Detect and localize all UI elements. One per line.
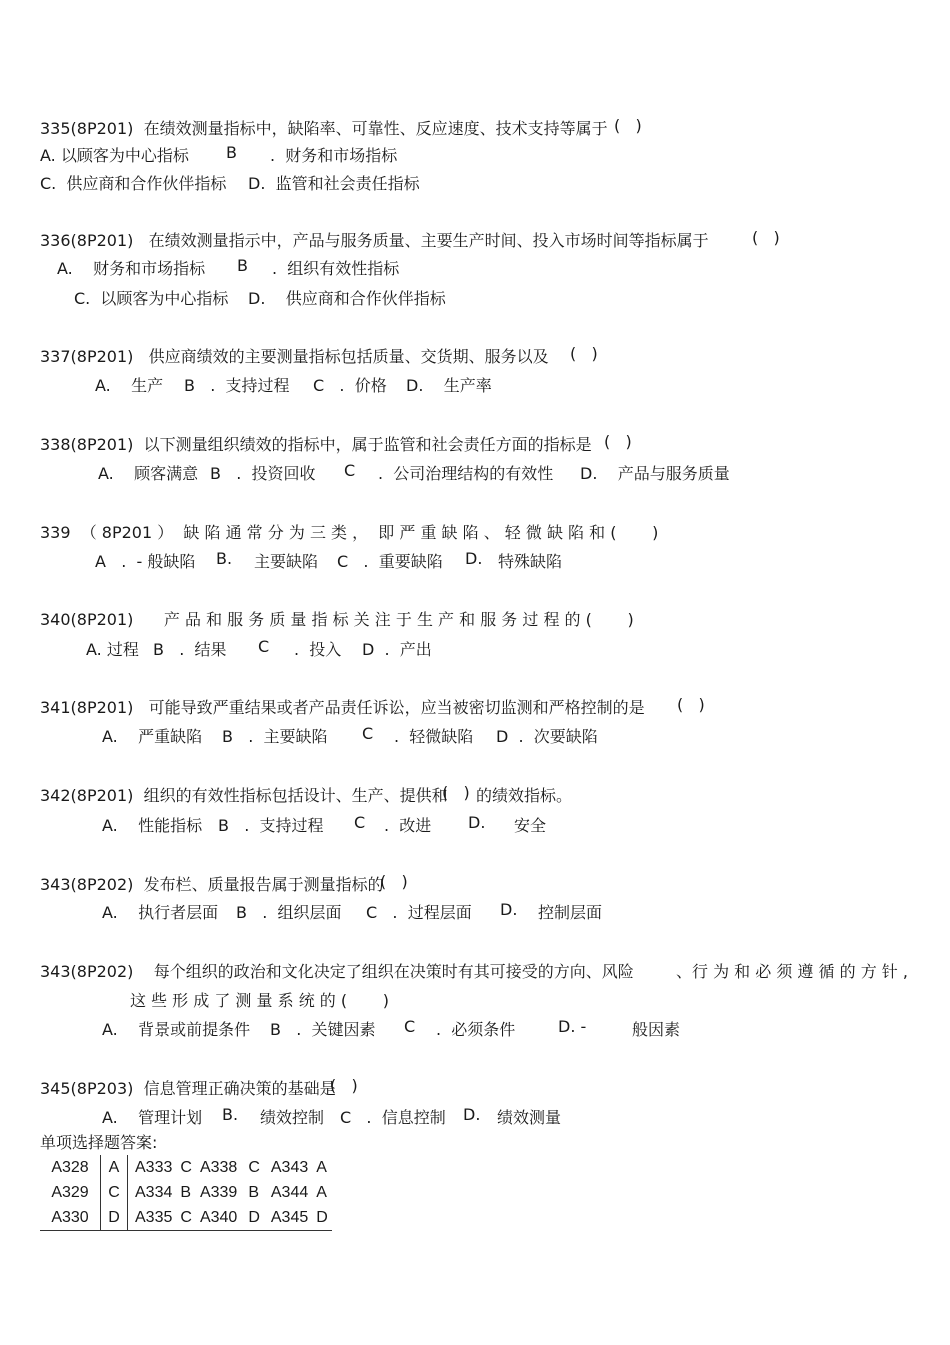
- question-stem: 335(8P201) 在绩效测量指标中，缺陷率、可靠性、反应速度、技术支持等属于: [40, 119, 608, 138]
- question-tail: 、行 为 和 必 须 遵 循 的 方 针 ,: [676, 962, 908, 981]
- option: D.: [500, 900, 518, 919]
- option: C: [362, 724, 374, 743]
- option: 安全: [514, 816, 547, 835]
- table-cell: A345: [264, 1205, 312, 1231]
- table-cell: B: [248, 1183, 259, 1201]
- option: . 轻微缺陷: [394, 727, 474, 746]
- table-cell: A329: [40, 1180, 101, 1205]
- question-stem: 337(8P201) 供应商绩效的主要测量指标包括质量、交货期、服务以及: [40, 347, 549, 366]
- answer-blank: ( ): [677, 695, 705, 714]
- option: C: [354, 813, 366, 832]
- option: B.: [216, 549, 233, 568]
- answer-blank: ( ): [380, 872, 408, 891]
- option: B . 结果: [153, 640, 227, 659]
- option: A. 背景或前提条件: [102, 1020, 251, 1039]
- table-cell: A343: [270, 1158, 309, 1176]
- question-stem: 336(8P201) 在绩效测量指示中，产品与服务质量、主要生产时间、投入市场时间等指标属于: [40, 231, 709, 250]
- table-cell: A335: [128, 1205, 177, 1231]
- question-stem: 339 （ 8P201 ） 缺 陷 通 常 分 为 三 类 ， 即 严 重 缺 陷 、 轻 微 缺 陷 和 ( ): [40, 523, 659, 542]
- table-cell: A: [316, 1158, 327, 1176]
- table-cell: C: [180, 1158, 192, 1176]
- table-row: [40, 1155, 332, 1180]
- option: D . 次要缺陷: [496, 727, 598, 746]
- option: C: [258, 637, 270, 656]
- option: 控制层面: [538, 903, 603, 922]
- option: C . 价格: [313, 376, 387, 395]
- option: . 改进: [384, 816, 432, 835]
- answer-blank: ( ): [604, 432, 632, 451]
- option: C . 重要缺陷: [337, 552, 443, 571]
- answer-blank: ( ): [330, 1076, 358, 1095]
- option: C . 过程层面: [366, 903, 472, 922]
- option: D. 监管和社会责任指标: [248, 174, 420, 193]
- option: B . 组织层面: [236, 903, 342, 922]
- table-cell: A330: [40, 1205, 101, 1231]
- table-cell: D: [312, 1205, 332, 1231]
- option: . 组织有效性指标: [272, 259, 400, 278]
- option: B: [226, 143, 237, 162]
- table-cell: A339: [199, 1183, 238, 1201]
- table-row: [40, 1205, 332, 1231]
- table-cell: D: [101, 1205, 128, 1231]
- table-cell: B: [180, 1183, 192, 1201]
- option: B . 支持过程: [218, 816, 324, 835]
- option: C: [404, 1017, 416, 1036]
- question-stem: 345(8P203) 信息管理正确决策的基础是: [40, 1079, 336, 1098]
- table-cell: A328: [40, 1155, 101, 1180]
- table-cell: D: [241, 1205, 264, 1231]
- table-cell: C: [176, 1205, 196, 1231]
- option: B . 投资回收: [210, 464, 316, 483]
- option: C: [344, 461, 356, 480]
- question-stem: 341(8P201) 可能导致严重结果或者产品责任诉讼，应当被密切监测和严格控制的是: [40, 698, 645, 717]
- option: A. 顾客满意: [98, 464, 199, 483]
- option: D. -: [558, 1017, 587, 1036]
- table-cell: A340: [196, 1205, 241, 1231]
- option: B . 关键因素: [270, 1020, 376, 1039]
- answer-blank: ( ): [752, 228, 780, 247]
- option: D.: [463, 1105, 481, 1124]
- option: D.: [468, 813, 486, 832]
- option: A. 严重缺陷: [102, 727, 203, 746]
- question-stem: 340(8P201) 产 品 和 服 务 质 量 指 标 关 注 于 生 产 和 服 务 过 程 的 ( ): [40, 610, 634, 629]
- option: A. 财务和市场指标: [57, 259, 206, 278]
- option: B . 支持过程: [184, 376, 290, 395]
- table-cell: A334: [135, 1183, 173, 1201]
- option: . 财务和市场指标: [270, 146, 398, 165]
- option: A. 性能指标: [102, 816, 203, 835]
- option: B: [237, 256, 248, 275]
- question-stem: 343(8P202) 发布栏、质量报告属于测量指标的: [40, 875, 384, 894]
- option: 特殊缺陷: [498, 552, 563, 571]
- option: 绩效测量: [497, 1108, 562, 1127]
- question-stem: 343(8P202) 每个组织的政治和文化决定了组织在决策时有其可接受的方向、风险: [40, 962, 634, 981]
- option: B . 主要缺陷: [222, 727, 328, 746]
- option: C. 以顾客为中心指标: [74, 289, 229, 308]
- option: 主要缺陷: [254, 552, 319, 571]
- option: . 公司治理结构的有效性: [378, 464, 554, 483]
- answer-key-table: [40, 1155, 332, 1231]
- option: D. 产品与服务质量: [580, 464, 730, 483]
- option: D . 产出: [362, 640, 432, 659]
- option: D. 供应商和合作伙伴指标: [248, 289, 446, 308]
- table-cell: A338: [199, 1158, 238, 1176]
- answer-blank: ( ): [614, 116, 642, 135]
- option: . 投入: [294, 640, 342, 659]
- answer-blank: ( ): [570, 344, 598, 363]
- option: D.: [465, 549, 483, 568]
- option: 绩效控制: [260, 1108, 325, 1127]
- table-cell: C: [101, 1180, 128, 1205]
- option: A. 生产: [95, 376, 164, 395]
- question-stem-continued: 这 些 形 成 了 测 量 系 统 的 ( ): [130, 991, 389, 1010]
- question-tail: 的绩效指标。: [476, 786, 573, 805]
- table-cell: C: [248, 1158, 260, 1176]
- option: A. 管理计划: [102, 1108, 203, 1127]
- option: A. 执行者层面: [102, 903, 219, 922]
- option: . 必须条件: [436, 1020, 516, 1039]
- table-cell: A: [316, 1183, 327, 1201]
- table-cell: A: [101, 1155, 128, 1180]
- option: A. 过程: [86, 640, 139, 659]
- option: B.: [222, 1105, 239, 1124]
- option: A . - 般缺陷: [95, 552, 196, 571]
- option: C. 供应商和合作伙伴指标: [40, 174, 227, 193]
- table-cell: A344: [270, 1183, 309, 1201]
- question-stem: 342(8P201) 组织的有效性指标包括设计、生产、提供和: [40, 786, 448, 805]
- option: C . 信息控制: [340, 1108, 446, 1127]
- answer-key-title: 单项选择题答案:: [40, 1133, 158, 1152]
- option: D. 生产率: [406, 376, 492, 395]
- table-cell: A333: [135, 1158, 173, 1176]
- option: 般因素: [632, 1020, 681, 1039]
- option: A. 以顾客为中心指标: [40, 146, 189, 165]
- table-row: [40, 1180, 332, 1205]
- question-stem: 338(8P201) 以下测量组织绩效的指标中，属于监管和社会责任方面的指标是: [40, 435, 592, 454]
- answer-blank: ( ): [442, 783, 470, 802]
